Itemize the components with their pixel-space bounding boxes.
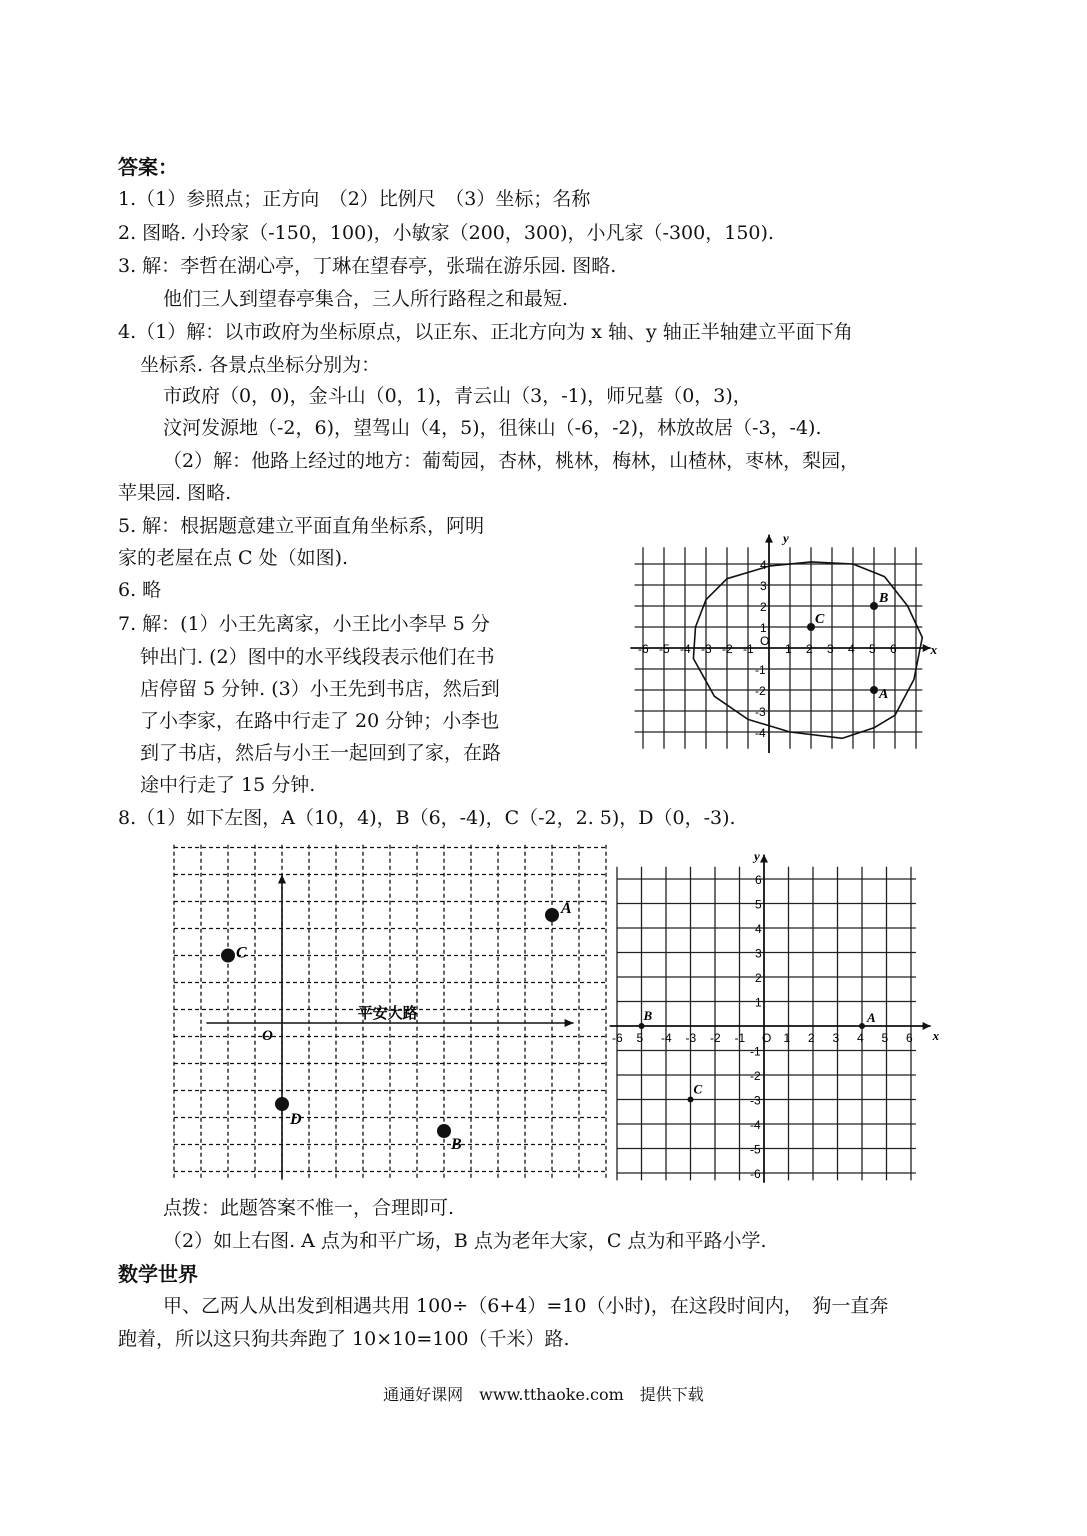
x-axis-label: x: [930, 642, 938, 657]
answer-3-line-1: 3. 解：李哲在湖心亭，丁琳在望春亭，张瑞在游乐园. 图略.: [118, 255, 617, 277]
footer-credit: 通通好课网 www.tthaoke.com 提供下载: [383, 1385, 704, 1404]
y-tick-label: 4: [760, 558, 767, 572]
y-tick-label: -1: [755, 663, 766, 677]
x-tick-label: -2: [710, 1031, 721, 1045]
x-axis-arrow: [923, 644, 931, 652]
y-tick-label: 6: [755, 873, 762, 887]
point-D: [275, 1097, 289, 1111]
figure-2-dashed-grid: [165, 830, 610, 1185]
point-B: [639, 1023, 645, 1029]
point-A: [870, 686, 878, 694]
origin-label: O: [762, 1031, 772, 1045]
y-tick-label: -4: [755, 726, 766, 740]
x-tick-label: 1: [783, 1031, 791, 1045]
answer-6: 6. 略: [118, 579, 162, 601]
answer-7-line-3: 店停留 5 分钟. (3）小王先到书店，然后到: [140, 678, 500, 700]
point-C: [807, 623, 815, 631]
y-axis-arrow: [765, 535, 773, 543]
figure-1-coordinate-grid: [630, 530, 950, 740]
x-tick-label: -4: [661, 1031, 672, 1045]
answer-5-line-1: 5. 解：根据题意建立平面直角坐标系，阿明: [118, 515, 485, 537]
point-C: [221, 949, 235, 963]
point-label-A: A: [879, 687, 889, 702]
answer-2: 2. 图略. 小玲家（-150，100)，小敏家（200，300)，小凡家（-300，150).: [118, 222, 774, 244]
answer-8-line-1: 8.（1）如下左图，A（10，4)，B（6，-4)，C（-2，2. 5)，D（0，-3).: [118, 807, 736, 829]
answer-4-line-1: 4.（1）解：以市政府为坐标原点，以正东、正北方向为 x 轴、y 轴正半轴建立平面下角: [118, 321, 853, 343]
y-tick-label: 3: [755, 946, 762, 961]
x-tick-label: 1: [785, 642, 792, 656]
x-tick-label: 6: [906, 1031, 913, 1045]
x-tick-label: -4: [680, 642, 691, 656]
y-tick-label: 5: [755, 897, 762, 912]
point-label-B: B: [451, 1136, 462, 1153]
point-C: [688, 1097, 694, 1103]
x-tick-label: -6: [638, 642, 649, 656]
x-tick-label: -2: [722, 642, 733, 656]
y-tick-label: 2: [760, 600, 767, 614]
math-world-line-2: 跑着，所以这只狗共奔跑了 10×10=100（千米）路.: [118, 1328, 570, 1350]
y-tick-label: 1: [760, 621, 767, 635]
point-A: [545, 908, 559, 922]
answer-3-line-2: 他们三人到望春亭集合，三人所行路程之和最短.: [163, 288, 569, 310]
y-axis-label: y: [783, 530, 789, 546]
x-tick-label: 3: [827, 642, 834, 656]
answer-8-tip: 点拨：此题答案不惟一，合理即可.: [163, 1197, 455, 1219]
x-tick-label: 4: [848, 642, 855, 656]
x-axis-label: x: [932, 1028, 940, 1043]
answer-4-line-4: 汶河发源地（-2，6)，望驾山（4，5)，徂徕山（-6，-2)，林放故居（-3，-4).: [163, 417, 822, 439]
point-label-A: A: [867, 1010, 876, 1025]
answer-7-line-2: 钟出门. (2）图中的水平线段表示他们在书: [140, 646, 495, 668]
x-axis-arrow: [923, 1022, 931, 1030]
answer-7-line-6: 途中行走了 15 分钟.: [140, 774, 316, 796]
road-axis-arrow: [565, 1019, 574, 1027]
y-axis-arrow: [760, 855, 768, 863]
y-tick-label: 4: [755, 922, 762, 936]
origin-label: O: [760, 634, 770, 648]
answer-8-line-2: （2）如上右图. A 点为和平广场，B 点为老年大家，C 点为和平路小学.: [163, 1230, 767, 1252]
figure-3-coordinate-grid: [612, 848, 940, 1185]
x-tick-label: -5: [659, 642, 670, 656]
x-tick-label: 5: [869, 642, 876, 656]
x-tick-label: 3: [832, 1031, 840, 1045]
point-label-C: C: [815, 612, 825, 627]
math-world-line-1: 甲、乙两人从出发到相遇共用 100÷（6+4）=10（小时)，在这段时间内， 狗一直奔: [163, 1295, 889, 1317]
x-tick-label: -1: [743, 642, 754, 656]
x-tick-label: -3: [685, 1031, 697, 1045]
point-label-B: B: [879, 591, 889, 606]
x-tick-label: -6: [612, 1031, 623, 1045]
answer-7-line-5: 到了书店，然后与小王一起回到了家，在路: [140, 742, 502, 764]
x-tick-label: -1: [734, 1031, 746, 1045]
y-tick-label: -1: [750, 1044, 761, 1059]
point-label-C: C: [693, 1081, 703, 1097]
y-tick-label: -3: [755, 705, 766, 719]
answer-4-line-5: （2）解：他路上经过的地方：葡萄园，杏林，桃林，梅林，山楂林，枣林，梨园，: [163, 450, 860, 472]
origin-label: O: [262, 1028, 273, 1044]
x-tick-label: 4: [857, 1031, 864, 1045]
y-tick-label: -2: [755, 684, 766, 698]
x-tick-label: 2: [808, 1031, 815, 1045]
answer-1: 1.（1）参照点；正方向 （2）比例尺 （3）坐标；名称: [118, 188, 591, 210]
point-A: [859, 1023, 865, 1029]
point-B: [870, 602, 878, 610]
y-tick-label: -3: [750, 1093, 761, 1108]
point-label-C: C: [236, 944, 247, 962]
vertical-axis-arrow: [278, 875, 286, 884]
answer-7-line-4: 了小李家，在路中行走了 20 分钟；小李也: [140, 710, 500, 732]
x-tick-label: 6: [890, 642, 897, 656]
x-tick-label: 2: [806, 642, 813, 656]
point-label-B: B: [643, 1008, 653, 1023]
y-tick-label: 3: [760, 579, 767, 593]
y-tick-label: -5: [750, 1142, 761, 1157]
answer-7-line-1: 7. 解：(1）小王先离家，小王比小李早 5 分: [118, 613, 490, 635]
point-label-D: D: [290, 1111, 302, 1128]
y-tick-label: -2: [750, 1069, 761, 1083]
y-axis-label: y: [754, 848, 760, 864]
x-tick-label: 5: [636, 1031, 644, 1045]
point-label-A: A: [561, 900, 572, 917]
road-label: 平安大路: [357, 1005, 418, 1022]
x-tick-label: 5: [881, 1031, 889, 1045]
y-tick-label: -6: [750, 1167, 761, 1181]
point-B: [437, 1124, 451, 1138]
y-tick-label: -4: [750, 1118, 761, 1132]
answer-4-line-3: 市政府（0，0)，金斗山（0，1)，青云山（3，-1)，师兄墓（0，3)，: [163, 385, 752, 407]
answers-heading: 答案：: [118, 155, 178, 179]
math-world-heading: 数学世界: [118, 1262, 198, 1286]
y-tick-label: 2: [755, 971, 762, 985]
answer-4-line-6: 苹果园. 图略.: [118, 482, 232, 504]
answer-5-line-2: 家的老屋在点 C 处（如图).: [118, 547, 349, 569]
x-tick-label: -3: [701, 642, 712, 656]
answer-4-line-2: 坐标系. 各景点坐标分别为：: [140, 354, 381, 376]
y-tick-label: 1: [755, 995, 762, 1010]
